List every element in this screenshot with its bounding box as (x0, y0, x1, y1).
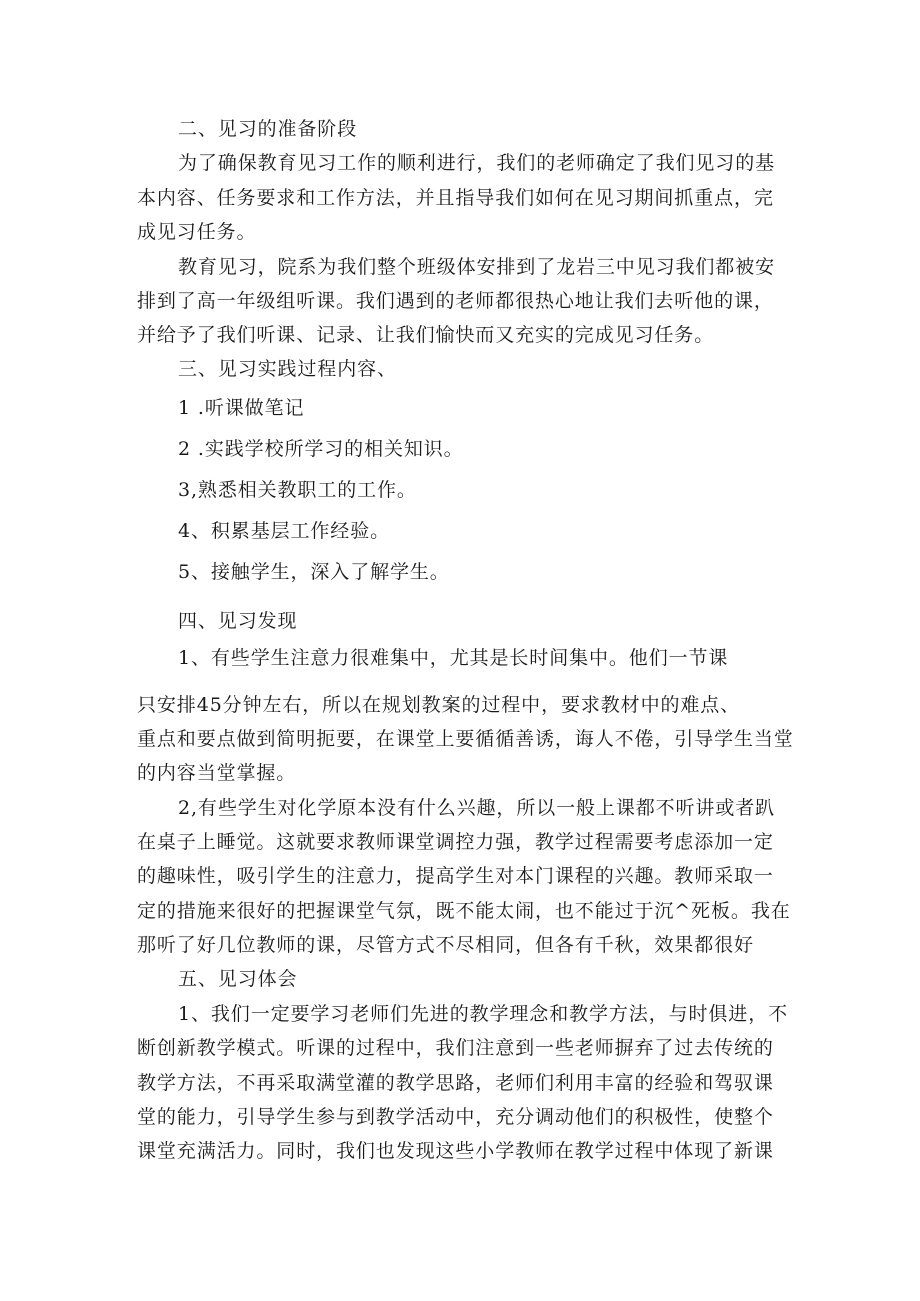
list-item: 1 .听课做笔记 (178, 397, 305, 419)
paragraph-line: 定的措施来很好的把握课堂气氛，既不能太闹，也不能过于沉^死板。我在 (137, 900, 791, 922)
heading-preparation-stage: 二、见习的准备阶段 (178, 118, 358, 140)
paragraph-line: 堂的能力，引导学生参与到教学活动中，充分调动他们的积极性，使整个 (137, 1106, 774, 1128)
paragraph-line: 并给予了我们听课、记录、让我们愉快而又充实的完成见习任务。 (137, 324, 715, 346)
paragraph-line: 那听了好几位教师的课，尽管方式不尽相同，但各有千秋，效果都很好 (137, 934, 754, 956)
paragraph-line: 成见习任务。 (137, 221, 257, 243)
paragraph-line: 的内容当堂掌握。 (137, 762, 297, 784)
paragraph-line: 的趣味性，吸引学生的注意力，提高学生对本门课程的兴趣。教师采取一 (137, 865, 774, 887)
paragraph-line: 只安排45分钟左右，所以在规划教案的过程中，要求教材中的难点、 (137, 694, 741, 716)
paragraph-line: 在桌子上睡觉。这就要求教师课堂调控力强，教学过程需要考虑添加一定 (137, 831, 774, 853)
list-item: 3,熟悉相关教职工的工作。 (178, 479, 417, 501)
heading-practice-content: 三、见习实践过程内容、 (178, 358, 397, 380)
heading-reflections: 五、见习体会 (178, 968, 298, 990)
paragraph-line: 为了确保教育见习工作的顺利进行，我们的老师确定了我们见习的基 (178, 152, 776, 174)
paragraph-line: 1、有些学生注意力很难集中，尤其是长时间集中。他们一节课 (178, 647, 729, 669)
paragraph-line: 排到了高一年级组听课。我们遇到的老师都很热心地让我们去听他的课， (137, 290, 774, 312)
heading-findings: 四、见习发现 (178, 610, 298, 632)
paragraph-line: 教学方法，不再采取满堂灌的教学思路，老师们利用丰富的经验和驾驭课 (137, 1072, 774, 1094)
paragraph-line: 2,有些学生对化学原本没有什么兴趣，所以一般上课都不听讲或者趴 (178, 797, 776, 819)
paragraph-line: 1、我们一定要学习老师们先进的教学理念和教学方法，与时俱进，不 (178, 1003, 788, 1025)
paragraph-line: 断创新教学模式。听课的过程中，我们注意到一些老师摒弃了过去传统的 (137, 1037, 774, 1059)
paragraph-line: 教育见习，院系为我们整个班级体安排到了龙岩三中见习我们都被安 (178, 256, 776, 278)
paragraph-line: 本内容、任务要求和工作方法，并且指导我们如何在见习期间抓重点，完 (137, 187, 774, 209)
paragraph-line: 课堂充满活力。同时，我们也发现这些小学教师在教学过程中体现了新课 (137, 1140, 774, 1162)
list-item: 4、积累基层工作经验。 (178, 520, 390, 542)
list-item: 2 .实践学校所学习的相关知识。 (178, 438, 464, 460)
paragraph-line: 重点和要点做到简明扼要，在课堂上要循循善诱，诲人不倦，引导学生当堂 (137, 728, 794, 750)
list-item: 5、接触学生，深入了解学生。 (178, 561, 450, 583)
